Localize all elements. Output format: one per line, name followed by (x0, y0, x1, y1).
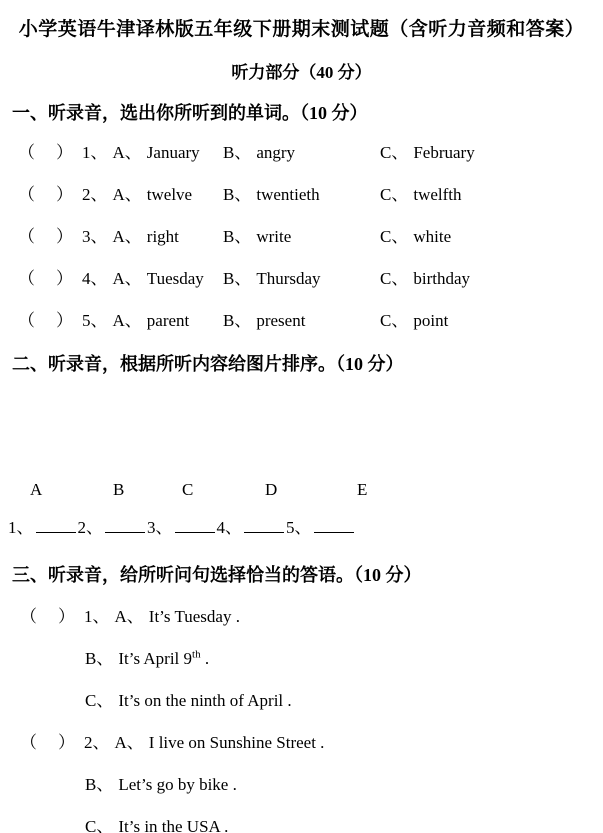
answer-bracket: （ ） (18, 185, 75, 204)
option-a-text: January (146, 143, 200, 162)
question-number: 1、 (82, 143, 108, 162)
picture-letter-e: E (357, 480, 368, 499)
question-number: 3、 (82, 227, 108, 246)
option-c-label: C、 (85, 817, 114, 833)
section3-questions (0, 606, 603, 833)
option-a-text: Tuesday (146, 269, 204, 288)
question-number: 5、 (82, 311, 108, 330)
option-b-label: B、 (223, 311, 252, 330)
listening-part-heading: 听力部分（40 分） (231, 63, 372, 82)
s3-question-2-option-c (0, 816, 603, 833)
blank-number-4: 4、 (216, 518, 242, 537)
ordinal-superscript: th (192, 648, 201, 661)
question-number: 4、 (82, 269, 108, 288)
option-b-label: B、 (223, 143, 252, 162)
option-c-label: C、 (380, 269, 409, 288)
option-b-text: write (256, 227, 292, 246)
answer-bracket: （ ） (20, 607, 77, 626)
s3-question-1-option-a (0, 606, 603, 628)
option-b-text: It’s April 9 (118, 649, 193, 668)
option-a-text: It’s Tuesday . (148, 607, 240, 626)
question-row-2 (0, 184, 603, 206)
option-b-text: angry (256, 143, 296, 162)
option-a-label: A、 (112, 269, 142, 288)
question-number: 1、 (84, 607, 110, 626)
section2-heading: 二、听录音，根据所听内容给图片排序。（10 分） (12, 354, 404, 374)
s3-question-1-option-c (0, 690, 603, 712)
option-b-text: Thursday (256, 269, 321, 288)
option-c-text: birthday (413, 269, 470, 288)
option-a-label: A、 (114, 733, 144, 752)
s3-question-2-option-a (0, 732, 603, 754)
answer-blank-4 (244, 518, 284, 533)
answer-blank-5 (314, 518, 354, 533)
question-number: 2、 (84, 733, 110, 752)
picture-placeholder-area (0, 376, 603, 479)
option-b-label: B、 (223, 227, 252, 246)
answer-bracket: （ ） (18, 143, 75, 162)
option-a-text: I live on Sunshine Street . (148, 733, 325, 752)
option-c-text: February (413, 143, 475, 162)
option-c-text: twelfth (413, 185, 462, 204)
option-c-label: C、 (380, 185, 409, 204)
picture-letter-b: B (113, 480, 125, 499)
option-b-label: B、 (85, 775, 114, 794)
option-b-label: B、 (85, 649, 114, 668)
option-b-text: Let’s go by bike . (118, 775, 237, 794)
blank-number-5: 5、 (286, 518, 312, 537)
page-title: 小学英语牛津译林版五年级下册期末测试题（含听力音频和答案） (18, 19, 585, 40)
question-row-5 (0, 310, 603, 332)
option-a-text: twelve (146, 185, 193, 204)
option-a-text: parent (146, 311, 190, 330)
answer-bracket: （ ） (20, 733, 77, 752)
option-c-label: C、 (85, 691, 114, 710)
option-b-tail: . (200, 649, 210, 668)
option-a-label: A、 (112, 227, 142, 246)
option-b-label: B、 (223, 185, 252, 204)
option-c-text: It’s on the ninth of April . (118, 691, 292, 710)
option-a-label: A、 (112, 143, 142, 162)
option-c-label: C、 (380, 227, 409, 246)
option-b-label: B、 (223, 269, 252, 288)
picture-letter-c: C (182, 480, 194, 499)
answer-blank-3 (175, 518, 215, 533)
option-b-text: present (256, 311, 306, 330)
option-a-text: right (146, 227, 179, 246)
option-b-text: twentieth (256, 185, 320, 204)
ordering-blanks-row (0, 517, 603, 539)
option-a-label: A、 (114, 607, 144, 626)
option-c-label: C、 (380, 311, 409, 330)
option-c-text: It’s in the USA . (118, 817, 229, 833)
s3-question-1-option-b (0, 648, 603, 670)
blank-number-3: 3、 (147, 518, 173, 537)
question-row-1 (0, 142, 603, 164)
section1-questions (0, 142, 603, 332)
question-row-4 (0, 268, 603, 290)
answer-bracket: （ ） (18, 227, 75, 246)
answer-bracket: （ ） (18, 311, 75, 330)
option-c-text: point (413, 311, 449, 330)
option-a-label: A、 (112, 185, 142, 204)
option-c-text: white (413, 227, 452, 246)
section1-heading: 一、听录音，选出你所听到的单词。（10 分） (12, 103, 368, 123)
option-c-label: C、 (380, 143, 409, 162)
question-number: 2、 (82, 185, 108, 204)
blank-number-2: 2、 (77, 518, 103, 537)
section3-heading: 三、听录音，给所听问句选择恰当的答语。（10 分） (12, 565, 422, 585)
picture-letter-a: A (30, 480, 43, 499)
picture-letter-d: D (265, 480, 278, 499)
picture-label-row (0, 479, 603, 501)
option-a-label: A、 (112, 311, 142, 330)
answer-bracket: （ ） (18, 269, 75, 288)
s3-question-2-option-b (0, 774, 603, 796)
blank-number-1: 1、 (8, 518, 34, 537)
question-row-3 (0, 226, 603, 248)
answer-blank-1 (36, 518, 76, 533)
answer-blank-2 (105, 518, 145, 533)
